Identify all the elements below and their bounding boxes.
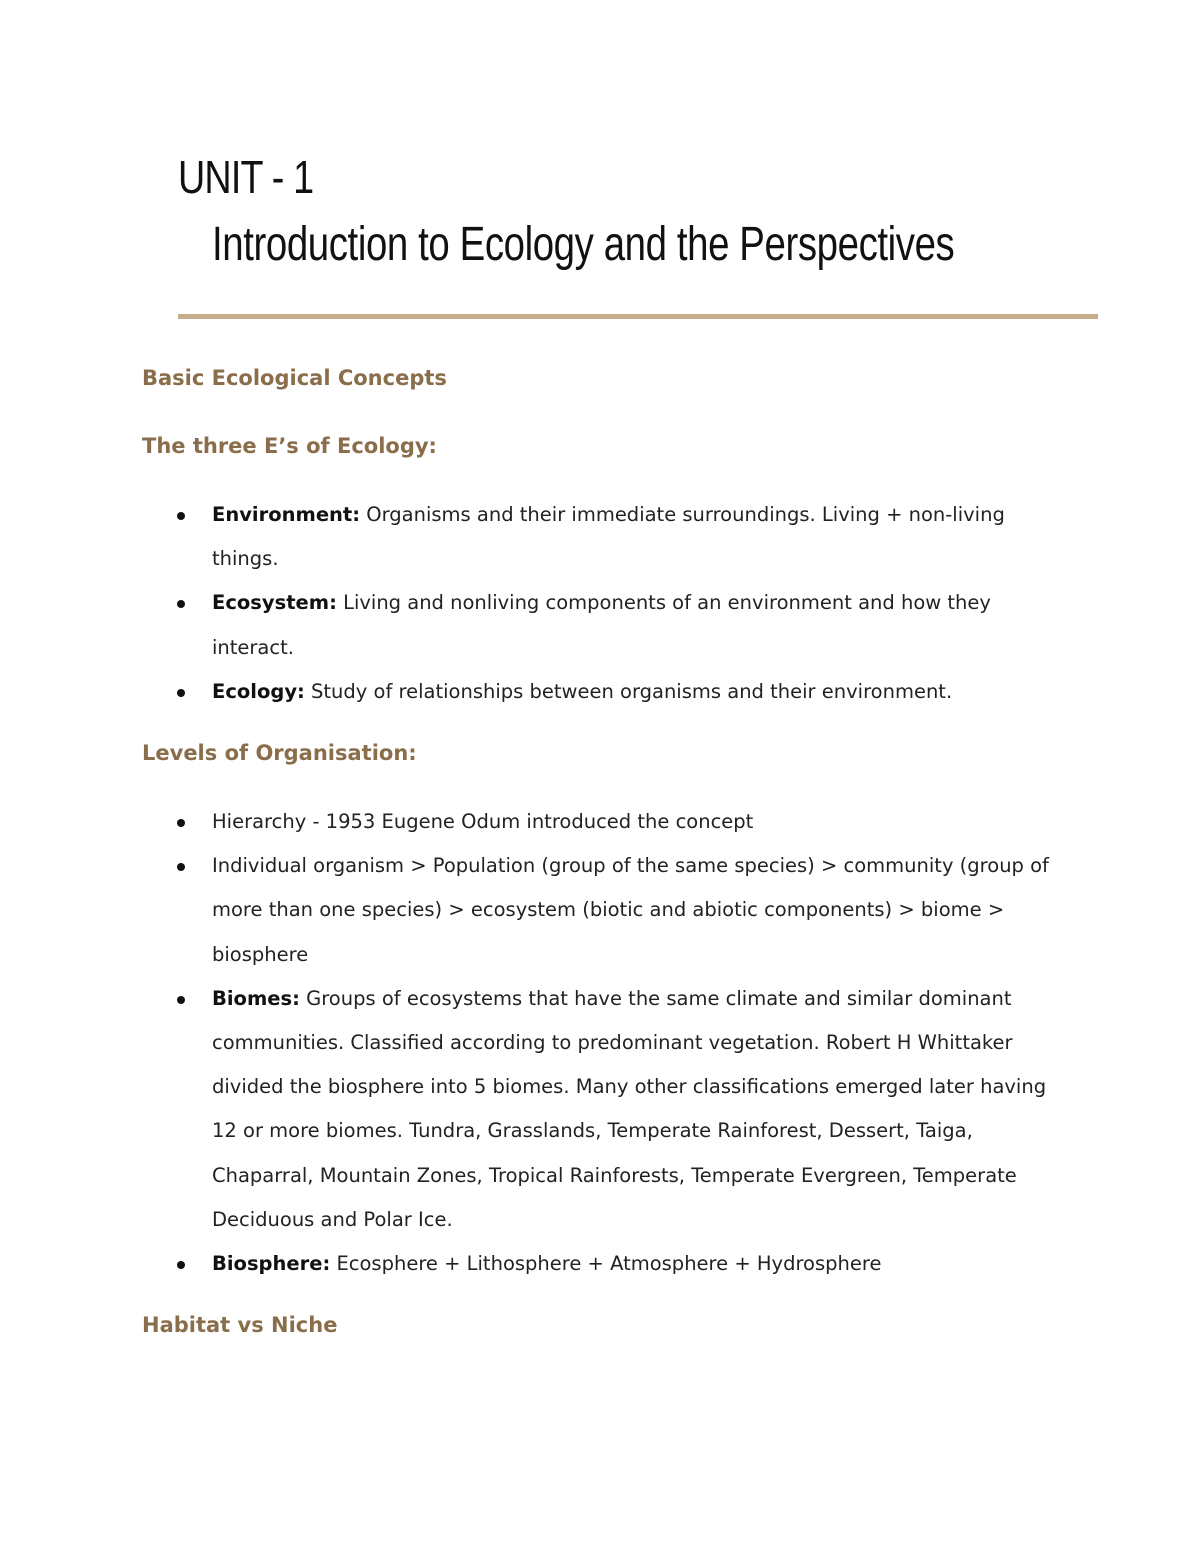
item-text: Individual organism > Population (group of the same species) > community (group of more than one species) > ecosystem (biotic and abiotic components) > biome > biosphere [212, 854, 1049, 966]
term-label: Ecology: [212, 679, 305, 703]
term-label: Ecosystem: [212, 591, 337, 615]
section-heading-levels: Levels of Organisation: [142, 741, 417, 765]
bullet-icon [177, 1261, 185, 1269]
bullet-icon [177, 600, 185, 608]
levels-list [0, 800, 1072, 1286]
list-item [0, 1242, 1072, 1286]
unit-subtitle: Introduction to Ecology and the Perspectives [212, 218, 955, 271]
section-heading-basic-concepts: Basic Ecological Concepts [142, 366, 447, 390]
bullet-icon [177, 819, 185, 827]
section-heading-three-es: The three E’s of Ecology: [142, 434, 437, 458]
item-text: Hierarchy - 1953 Eugene Odum introduced the concept [212, 810, 754, 833]
term-label: Biosphere: [212, 1252, 331, 1276]
list-item [0, 800, 1072, 844]
bullet-icon [177, 863, 185, 871]
bullet-icon [177, 689, 185, 697]
bullet-icon [177, 996, 185, 1004]
section-heading-habitat-niche: Habitat vs Niche [142, 1313, 338, 1337]
term-definition: Groups of ecosystems that have the same climate and similar dominant communities. Classified according to predominant vegetation. Robert H Whittaker divided the biosphere into 5 biomes. Many other classifications emerged later having 12 or more biomes. Tundra, Grasslands, Temperate Rainforest, Dessert, Taiga, Chaparral, Mountain Zones, Tropical Rainforests, Temperate Evergreen, Temperate Deciduous and Polar Ice. [212, 986, 1047, 1231]
list-item [0, 844, 1072, 977]
list-item [0, 581, 1072, 669]
list-item [0, 670, 1072, 714]
three-es-list [0, 493, 1072, 714]
term-label: Environment: [212, 503, 361, 526]
title-divider [178, 314, 1098, 319]
unit-title: UNIT - 1 [178, 151, 314, 203]
list-item [0, 493, 1072, 581]
term-definition: Organisms and their immediate surroundings. Living + non-living things. [212, 503, 1005, 571]
term-definition: Living and nonliving components of an environment and how they interact. [212, 591, 991, 659]
bullet-icon [177, 512, 185, 520]
term-definition: Ecosphere + Lithosphere + Atmosphere + Hydrosphere [330, 1252, 882, 1276]
term-label: Biomes: [212, 986, 300, 1010]
list-item [0, 977, 1072, 1242]
term-definition: Study of relationships between organisms and their environment. [304, 679, 953, 703]
